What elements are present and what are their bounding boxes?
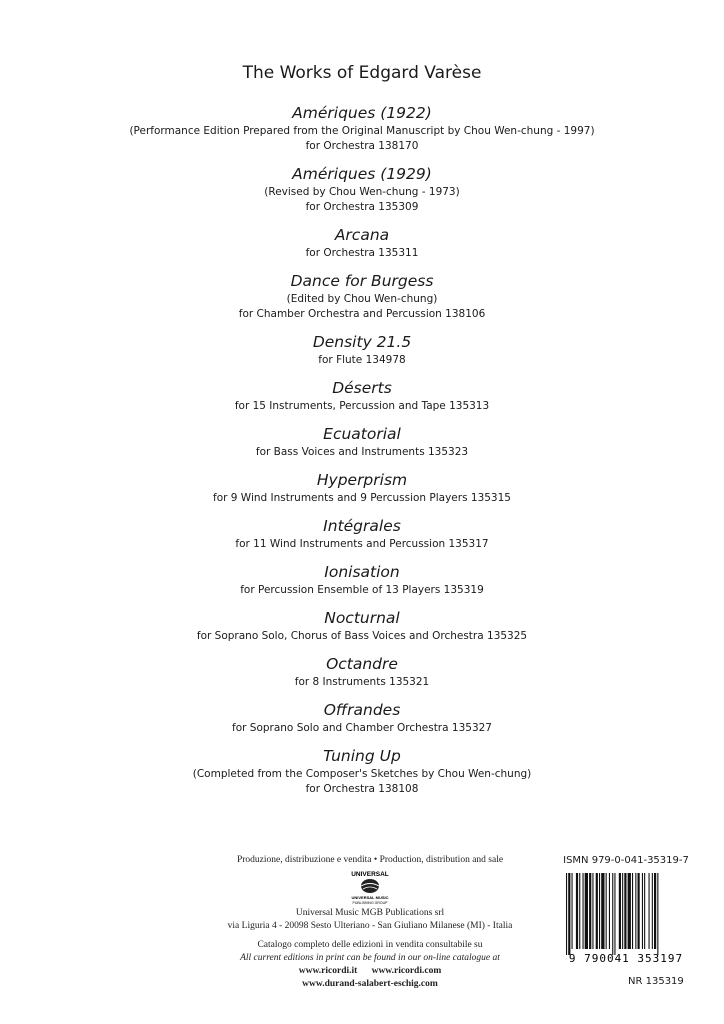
work-detail: for Orchestra 138170 xyxy=(305,140,419,152)
work-detail: for 15 Instruments, Percussion and Tape 135313 xyxy=(234,400,490,412)
work-entry xyxy=(0,333,724,368)
work-title: Intégrales xyxy=(323,517,401,535)
barcode-block xyxy=(556,854,696,965)
barcode-bar xyxy=(644,873,645,949)
work-detail: for Soprano Solo and Chamber Orchestra 135327 xyxy=(232,722,492,734)
work-entry xyxy=(0,655,724,690)
barcode-bar xyxy=(619,873,621,949)
work-title: Amériques (1922) xyxy=(292,104,432,122)
barcode-bar xyxy=(568,873,570,955)
ricordi-it-link[interactable]: www.ricordi.it xyxy=(298,966,358,976)
logo-top-text: UNIVERSAL xyxy=(351,871,389,878)
work-detail: for Chamber Orchestra and Percussion 138106 xyxy=(238,308,486,320)
work-title: Ecuatorial xyxy=(323,425,401,443)
work-entry xyxy=(0,609,724,644)
work-detail: for Orchestra 135311 xyxy=(305,247,419,259)
work-detail: for Percussion Ensemble of 13 Players 135319 xyxy=(240,584,484,596)
ricordi-com-link[interactable]: www.ricordi.com xyxy=(371,966,442,976)
catalogue-english: All current editions in print can be found in our on-line catalogue at xyxy=(240,953,500,963)
barcode-bar xyxy=(599,873,600,949)
barcode-bar xyxy=(583,873,584,949)
work-entry xyxy=(0,701,724,736)
barcode-bar xyxy=(592,873,593,949)
barcode-bar xyxy=(632,873,633,949)
work-entry xyxy=(0,747,724,797)
company-address: via Liguria 4 - 20098 Sesto Ulteriano - San Giuliano Milanese (MI) - Italia xyxy=(227,921,513,931)
work-detail: for Bass Voices and Instruments 135323 xyxy=(255,446,469,458)
work-entry xyxy=(0,379,724,414)
work-entry xyxy=(0,165,724,215)
barcode-bar xyxy=(609,873,610,949)
work-detail: for 9 Wind Instruments and 9 Percussion Players 135315 xyxy=(213,492,511,504)
work-entry xyxy=(0,517,724,552)
work-title: Hyperprism xyxy=(316,471,408,489)
barcode-bar xyxy=(601,873,604,949)
work-title: Ionisation xyxy=(324,563,400,581)
works-list xyxy=(0,104,724,808)
barcode-bar xyxy=(579,873,580,949)
barcode-bar xyxy=(606,873,607,949)
barcode-bar xyxy=(622,873,623,949)
barcode-bar xyxy=(624,873,626,949)
barcode-bar xyxy=(635,873,636,949)
barcode-bar xyxy=(654,873,656,949)
barcode-bar xyxy=(649,873,650,949)
work-title: Density 21.5 xyxy=(312,333,412,351)
distribution-line: Produzione, distribuzione e vendita • Production, distribution and sale xyxy=(236,855,504,865)
work-title: Tuning Up xyxy=(323,747,401,765)
durand-link[interactable]: www.durand-salabert-eschig.com xyxy=(302,979,438,989)
company-name: Universal Music MGB Publications srl xyxy=(295,908,445,918)
logo-bottom-text-2: PUBLISHING GROUP xyxy=(352,901,388,905)
barcode-image xyxy=(556,871,696,965)
barcode-bar xyxy=(589,873,591,949)
work-entry xyxy=(0,226,724,261)
publisher-block xyxy=(205,854,535,991)
barcode-bar xyxy=(628,873,631,949)
work-entry xyxy=(0,104,724,154)
work-entry xyxy=(0,471,724,506)
work-entry xyxy=(0,425,724,460)
work-title: Octandre xyxy=(326,655,398,673)
barcode-bar xyxy=(566,873,567,955)
work-detail: for 11 Wind Instruments and Percussion 135317 xyxy=(235,538,489,550)
ismn-number: ISMN 979-0-041-35319-7 xyxy=(563,855,689,866)
barcode-bar xyxy=(657,873,658,955)
work-title: Arcana xyxy=(334,226,390,244)
work-detail: for Orchestra 138108 xyxy=(305,783,419,795)
barcode-bar xyxy=(638,873,640,949)
barcode-bar xyxy=(642,873,643,949)
work-detail: (Edited by Chou Wen-chung) xyxy=(286,293,438,305)
catalogue-number: NR 135319 xyxy=(628,976,684,987)
work-title: Amériques (1929) xyxy=(292,165,432,183)
work-title: Nocturnal xyxy=(324,609,400,627)
work-detail: for 8 Instruments 135321 xyxy=(294,676,430,688)
barcode-bar xyxy=(612,873,613,955)
work-detail: for Soprano Solo, Chorus of Bass Voices and Orchestra 135325 xyxy=(196,630,528,642)
catalogue-italian: Catalogo completo delle edizioni in vendita consultabile su xyxy=(257,940,483,950)
work-detail: for Orchestra 135309 xyxy=(305,201,419,213)
logo-bottom-text-1: UNIVERSAL MUSIC xyxy=(351,895,389,900)
barcode-digits: 9 790041 353197 xyxy=(568,952,684,965)
barcode-bar xyxy=(614,873,615,955)
barcode-bar xyxy=(652,873,653,949)
work-detail: (Performance Edition Prepared from the Original Manuscript by Chou Wen-chung - 1997) xyxy=(129,125,595,137)
barcode-bar xyxy=(596,873,598,949)
work-detail: for Flute 134978 xyxy=(318,354,406,366)
universal-logo xyxy=(205,867,535,907)
work-title: Offrandes xyxy=(323,701,401,719)
work-detail: (Revised by Chou Wen-chung - 1973) xyxy=(264,186,460,198)
work-title: Déserts xyxy=(332,379,392,397)
work-entry xyxy=(0,563,724,598)
globe-icon xyxy=(361,879,379,893)
barcode-bar xyxy=(585,873,588,949)
page-title: The Works of Edgard Varèse xyxy=(242,63,482,83)
work-title: Dance for Burgess xyxy=(290,272,434,290)
work-detail: (Completed from the Composer's Sketches by Chou Wen-chung) xyxy=(192,768,532,780)
barcode-bar xyxy=(576,873,578,949)
barcode-bar xyxy=(572,873,573,949)
work-entry xyxy=(0,272,724,322)
